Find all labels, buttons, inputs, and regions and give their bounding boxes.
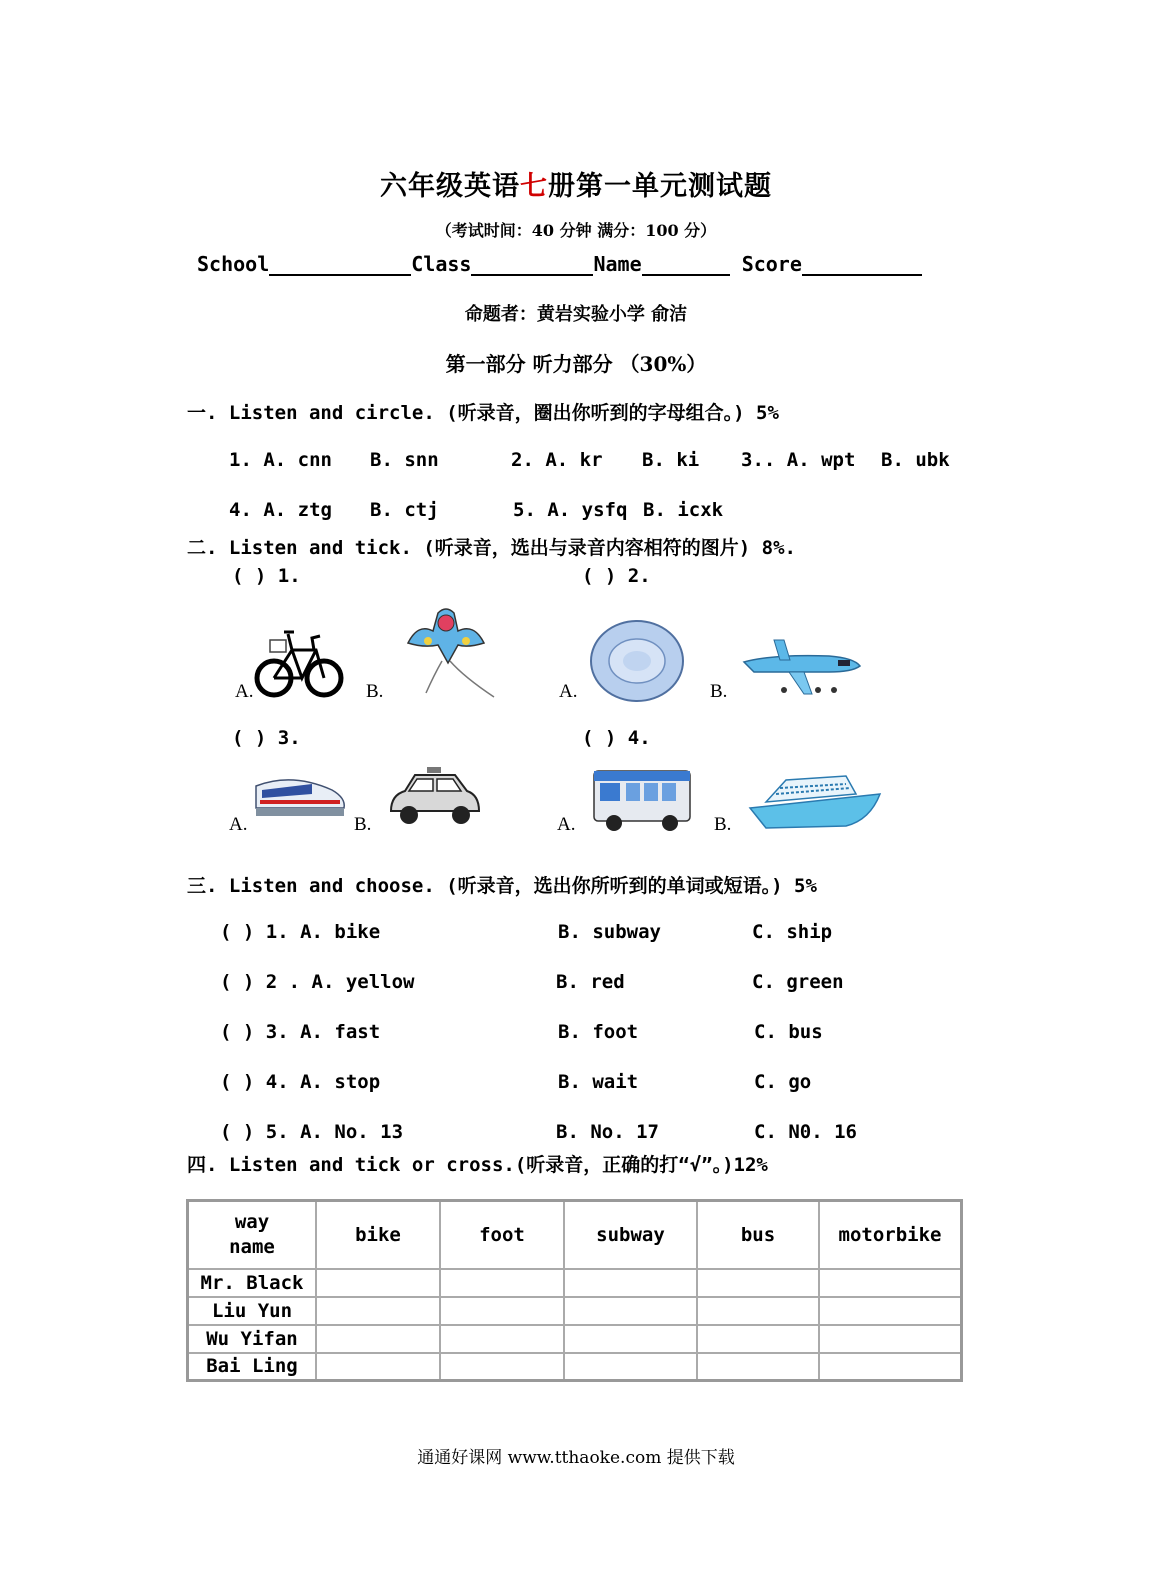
section1-heading: 一. Listen and circle. (听录音，圈出你听到的字母组合。) 5% xyxy=(187,402,779,424)
header-bike: bike xyxy=(316,1201,440,1269)
q2-2-b-label: B. xyxy=(710,681,728,702)
corner-way-label: way xyxy=(234,1210,270,1233)
answer-cell[interactable] xyxy=(440,1269,564,1297)
answer-cell[interactable] xyxy=(316,1353,440,1381)
section3-heading: 三. Listen and choose. (听录音，选出你所听到的单词或短语。) 5% xyxy=(187,875,817,897)
option-4b: B. ctj xyxy=(370,499,439,521)
option-3a: 3.. A. wpt xyxy=(741,449,856,471)
title-red-char: 七 xyxy=(520,171,548,202)
name-label: Name xyxy=(593,252,642,276)
q3-4-b: B. wait xyxy=(558,1071,639,1093)
q2-3-a-label: A. xyxy=(229,814,248,835)
student-info-line xyxy=(197,252,922,276)
answer-cell[interactable] xyxy=(697,1297,819,1325)
option-5a: 5. A. ysfq xyxy=(513,499,628,521)
option-1a: 1. A. cnn xyxy=(229,449,332,471)
answer-cell[interactable] xyxy=(819,1269,962,1297)
q2-1-num: ( ) 1. xyxy=(232,565,301,587)
q3-1: ( ) 1. A. bike xyxy=(220,921,381,943)
q3-4-c: C. go xyxy=(754,1071,812,1093)
q2-1-b-label: B. xyxy=(366,681,384,702)
q2-4-b-label: B. xyxy=(714,814,732,835)
option-3b: B. ubk xyxy=(881,449,950,471)
bus-picture[interactable] xyxy=(590,765,694,833)
header-bus: bus xyxy=(697,1201,819,1269)
train-picture[interactable] xyxy=(252,768,348,828)
header-motorbike: motorbike xyxy=(819,1201,962,1269)
plate-picture[interactable] xyxy=(588,618,686,704)
footer-text: 通通好课网 www.tthaoke.com 提供下载 xyxy=(417,1448,735,1468)
part1-heading: 第一部分 听力部分 （30%） xyxy=(445,352,707,376)
answer-cell[interactable] xyxy=(440,1297,564,1325)
answer-cell[interactable] xyxy=(316,1269,440,1297)
q3-1-b: B. subway xyxy=(558,921,661,943)
answer-cell[interactable] xyxy=(697,1353,819,1381)
exam-info: （考试时间：40 分钟 满分：100 分） xyxy=(435,221,717,240)
answer-cell[interactable] xyxy=(819,1325,962,1353)
author-line: 命题者：黄岩实验小学 俞洁 xyxy=(464,304,688,325)
answer-cell[interactable] xyxy=(316,1325,440,1353)
class-label: Class xyxy=(411,252,472,276)
corner-name-label: name xyxy=(229,1235,275,1258)
answer-table xyxy=(186,1199,963,1382)
ship-picture[interactable] xyxy=(746,768,884,832)
answer-cell[interactable] xyxy=(697,1269,819,1297)
airplane-picture[interactable] xyxy=(734,632,864,698)
name-blank[interactable] xyxy=(642,254,730,276)
answer-cell[interactable] xyxy=(564,1353,697,1381)
option-1b: B. snn xyxy=(370,449,439,471)
option-5b: B. icxk xyxy=(643,499,724,521)
row-label: Liu Yun xyxy=(188,1297,317,1325)
q2-2-a-label: A. xyxy=(559,681,578,702)
car-picture[interactable] xyxy=(385,765,483,831)
q3-3: ( ) 3. A. fast xyxy=(220,1021,381,1043)
option-2b: B. ki xyxy=(642,449,700,471)
q3-2-b: B. red xyxy=(556,971,625,993)
q3-5-c: C. N0. 16 xyxy=(754,1121,857,1143)
q3-5-b: B. No. 17 xyxy=(556,1121,659,1143)
q2-4-num: ( ) 4. xyxy=(582,727,651,749)
bicycle-picture[interactable] xyxy=(254,620,344,700)
row-label: Mr. Black xyxy=(188,1269,317,1297)
score-label: Score xyxy=(741,252,802,276)
row-label: Wu Yifan xyxy=(188,1325,317,1353)
q3-1-c: C. ship xyxy=(752,921,833,943)
answer-cell[interactable] xyxy=(316,1297,440,1325)
q3-3-c: C. bus xyxy=(754,1021,823,1043)
answer-cell[interactable] xyxy=(564,1297,697,1325)
q3-5: ( ) 5. A. No. 13 xyxy=(220,1121,404,1143)
score-blank[interactable] xyxy=(802,254,922,276)
header-foot: foot xyxy=(440,1201,564,1269)
header-subway: subway xyxy=(564,1201,697,1269)
q2-3-num: ( ) 3. xyxy=(232,727,301,749)
q3-4: ( ) 4. A. stop xyxy=(220,1071,381,1093)
answer-cell[interactable] xyxy=(564,1325,697,1353)
q2-4-a-label: A. xyxy=(557,814,576,835)
answer-cell[interactable] xyxy=(440,1325,564,1353)
school-label: School xyxy=(197,252,270,276)
q3-2: ( ) 2 . A. yellow xyxy=(220,971,415,993)
kite-picture[interactable] xyxy=(398,603,498,699)
answer-cell[interactable] xyxy=(819,1297,962,1325)
class-blank[interactable] xyxy=(471,254,593,276)
answer-cell[interactable] xyxy=(440,1353,564,1381)
school-blank[interactable] xyxy=(269,254,411,276)
answer-cell[interactable] xyxy=(819,1353,962,1381)
corner-cell xyxy=(188,1201,317,1269)
option-4a: 4. A. ztg xyxy=(229,499,332,521)
q3-3-b: B. foot xyxy=(558,1021,639,1043)
q2-1-a-label: A. xyxy=(235,681,254,702)
answer-cell[interactable] xyxy=(697,1325,819,1353)
option-2a: 2. A. kr xyxy=(511,449,603,471)
q3-2-c: C. green xyxy=(752,971,844,993)
q2-3-b-label: B. xyxy=(354,814,372,835)
section2-heading: 二. Listen and tick. (听录音，选出与录音内容相符的图片) 8%. xyxy=(187,537,796,559)
page-title: 六年级英语七册第一单元测试题 xyxy=(380,171,772,202)
answer-cell[interactable] xyxy=(564,1269,697,1297)
row-label: Bai Ling xyxy=(188,1353,317,1381)
q2-2-num: ( ) 2. xyxy=(582,565,651,587)
section4-heading: 四. Listen and tick or cross.(听录音，正确的打“√”。)12% xyxy=(187,1154,768,1176)
